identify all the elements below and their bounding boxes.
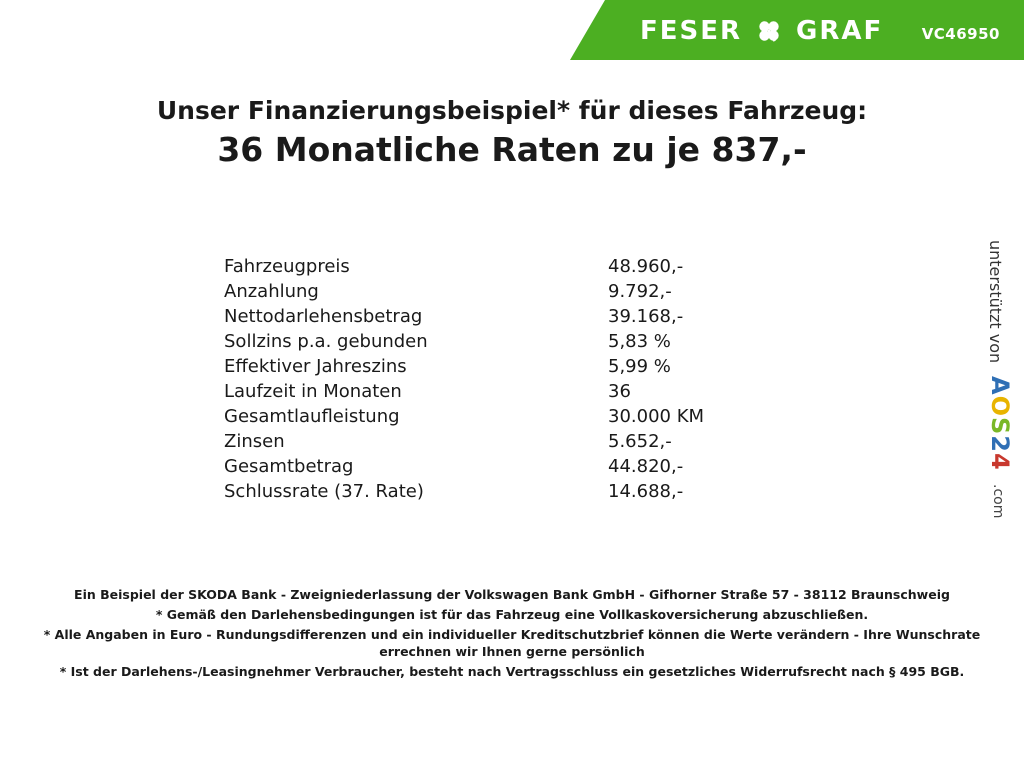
table-row xyxy=(224,331,784,356)
footnote-insurance: * Gemäß den Darlehensbedingungen ist für das Fahrzeug eine Vollkaskoversicherung abzuschließen. xyxy=(155,607,869,622)
footnote-bank-info: Ein Beispiel der SKODA Bank - Zweigniederlassung der Volkswagen Bank GmbH - Gifhorner Straße 57 - 38112 Braunschweig xyxy=(74,587,950,602)
aos24-letter-2: 2 xyxy=(986,435,1014,453)
table-row xyxy=(224,406,784,431)
row-value: 39.168,- xyxy=(608,306,684,327)
vehicle-code: VC46950 xyxy=(921,25,1000,43)
row-label: Fahrzeugpreis xyxy=(224,256,350,277)
aos24-letter-4: 4 xyxy=(986,452,1014,471)
aos24-letter-s: S xyxy=(986,416,1014,436)
footnotes xyxy=(0,586,1024,683)
table-row xyxy=(224,381,784,406)
row-label: Gesamtbetrag xyxy=(224,456,354,477)
row-value: 48.960,- xyxy=(608,256,684,277)
row-value: 44.820,- xyxy=(608,456,684,477)
sponsor-block xyxy=(986,240,1020,540)
row-label: Sollzins p.a. gebunden xyxy=(224,331,428,352)
supported-by-label: unterstützt von xyxy=(986,240,1005,364)
row-label: Anzahlung xyxy=(224,281,319,302)
footnote-withdrawal-right: * Ist der Darlehens-/Leasingnehmer Verbraucher, besteht nach Vertragsschluss ein gesetzliches Widerrufsrecht nach § 495 BGB. xyxy=(59,664,965,679)
row-label: Nettodarlehensbetrag xyxy=(224,306,423,327)
row-label: Gesamtlaufleistung xyxy=(224,406,400,427)
row-value: 5,83 % xyxy=(608,331,671,352)
row-label: Zinsen xyxy=(224,431,285,452)
row-value: 30.000 KM xyxy=(608,406,705,427)
aos24-logo xyxy=(986,376,1014,471)
header-band xyxy=(0,0,1024,60)
row-value: 5.652,- xyxy=(608,431,672,452)
table-row xyxy=(224,431,784,456)
table-row xyxy=(224,256,784,281)
brand-logo xyxy=(640,16,883,46)
aos24-domain-suffix: .com xyxy=(990,484,1006,519)
aos24-letter-o: O xyxy=(986,395,1014,417)
row-value: 14.688,- xyxy=(608,481,684,502)
row-value: 5,99 % xyxy=(608,356,671,377)
page-title: Unser Finanzierungsbeispiel* für dieses Fahrzeug: xyxy=(156,96,868,125)
table-row xyxy=(224,356,784,381)
clover-icon xyxy=(756,18,782,44)
finance-table xyxy=(224,256,784,506)
row-value: 36 xyxy=(608,381,631,402)
table-row xyxy=(224,456,784,481)
table-row xyxy=(224,306,784,331)
brand-name-graf: GRAF xyxy=(796,16,884,46)
table-row xyxy=(224,281,784,306)
brand-name-feser: FESER xyxy=(640,16,743,46)
table-row xyxy=(224,481,784,506)
aos24-letter-a: A xyxy=(986,376,1014,396)
row-value: 9.792,- xyxy=(608,281,672,302)
row-label: Schlussrate (37. Rate) xyxy=(224,481,424,502)
page-subtitle: 36 Monatliche Raten zu je 837,- xyxy=(217,130,807,169)
footnote-currency: * Alle Angaben in Euro - Rundungsdifferenzen und ein individueller Kreditschutzbrief können die Werte verändern - Ihre Wunschrate errechnen wir Ihnen gerne persönlich xyxy=(43,627,981,659)
row-label: Laufzeit in Monaten xyxy=(224,381,402,402)
row-label: Effektiver Jahreszins xyxy=(224,356,407,377)
